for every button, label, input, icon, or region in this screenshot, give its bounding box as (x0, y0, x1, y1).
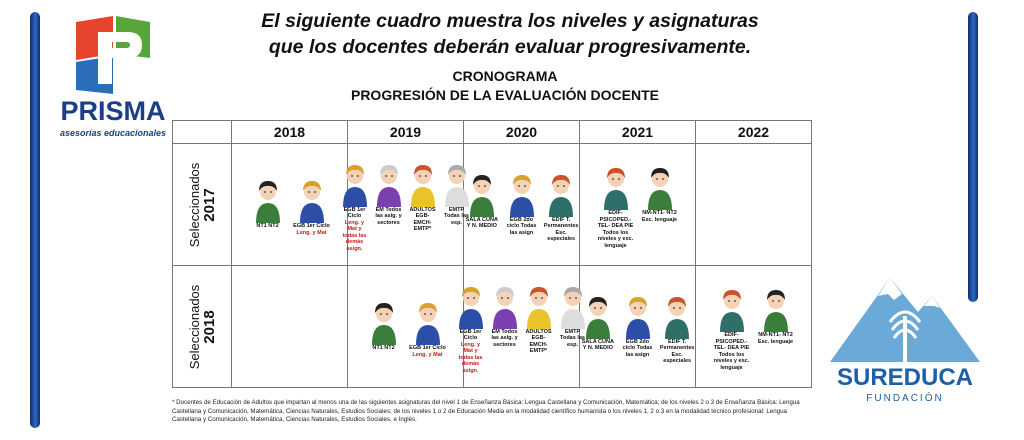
teacher-icon (253, 177, 283, 223)
teacher-figure (364, 299, 404, 352)
teacher-figure-group (232, 173, 347, 236)
teacher-level-label (543, 217, 579, 243)
level-text: ADULTOS EGB- EMCH- EMTP* (409, 206, 436, 233)
teacher-level-label (374, 207, 404, 227)
level-text: EDIF- PSICOPED.- TEL- DEA PIE Todos los niveles y esc. lenguaje (597, 210, 634, 249)
prisma-tagline: asesorías educacionales (59, 128, 167, 138)
teacher-figure (408, 161, 438, 233)
teacher-figure-group (696, 203, 811, 207)
teacher-level-label (712, 332, 752, 371)
year-header: 2022 (696, 121, 812, 144)
schedule-cell (464, 144, 580, 266)
teacher-figure-group (696, 282, 811, 371)
headline-line-2: que los docentes deberán evaluar progresivamente. (268, 36, 752, 58)
mountain-tree-icon (820, 272, 990, 364)
level-text: EMTP Todas las esp. (444, 206, 469, 226)
subject-note: Leng. y Mat y todas las demás asign. (342, 219, 367, 252)
level-text: EDIF T. Permanentes Esc. especiales (659, 338, 695, 364)
teacher-icon (583, 293, 613, 339)
teacher-icon (761, 286, 791, 332)
footnote: * Docentes de Educación de Adultos que impartan al menos una de las siguientes asignaturas del nivel 1 de Enseñanza Básica: Lengua Castellana y Comunicación, Matemática; de los niveles 2 o 3 de Enseñanza Básica: Lengua Castellana y Comunicación, Matemática, Ciencias Naturales, Estudios Sociales; de los niveles 1 o 2 de Educación Media en la modalidad científico humanista o los niveles 1, 2 o 3 en la modalidad técnico profesional: Lengua Castellana y Comunicación, Matemática, Ciencias Naturales, Estudios Sociales, e Inglés. (172, 399, 800, 424)
schedule-cell (696, 266, 812, 388)
cohort-label (187, 162, 217, 247)
schedule-cell (458, 266, 585, 388)
cohort-label-cell (173, 266, 232, 388)
subject-note: Leng. y Mat (296, 229, 327, 236)
prisma-logo (58, 14, 168, 154)
teacher-level-label (464, 217, 500, 230)
teacher-figure (712, 286, 752, 371)
teacher-level-label (372, 345, 394, 352)
cohort-label (187, 284, 217, 369)
teacher-figure (340, 161, 370, 253)
prisma-mark-icon (58, 14, 168, 98)
teacher-figure (248, 177, 288, 230)
sureduca-logo (820, 272, 990, 412)
level-text: EGB 2do ciclo Todas las asign (506, 216, 537, 236)
level-text: ADULTOS EGB- EMCH- EMTP* (525, 328, 552, 355)
level-text: NM-NT1- NT2 Esc. lenguaje (757, 332, 794, 345)
teacher-figure-group (464, 167, 579, 243)
level-text: SALA CUNA Y N. MEDIO (465, 216, 498, 229)
teacher-figure (408, 299, 448, 358)
sureduca-wordmark: SUREDUCA (836, 364, 973, 391)
schedule-title (250, 67, 760, 105)
teacher-figure-group (342, 157, 469, 253)
teacher-level-label (293, 223, 330, 236)
teacher-figure (756, 286, 796, 345)
teacher-icon (456, 283, 486, 329)
teacher-icon (340, 161, 370, 207)
year-header: 2018 (232, 121, 348, 144)
teacher-figure (504, 171, 540, 237)
page-headline (190, 8, 830, 60)
teacher-level-label (620, 339, 656, 359)
schedule-title-line-1: CRONOGRAMA (452, 68, 558, 84)
level-text: EGB 1er Ciclo (409, 345, 446, 351)
teacher-figure (640, 164, 680, 223)
teacher-level-label (409, 345, 446, 358)
teacher-level-label (659, 339, 695, 365)
cohort-label-year: 2017 (201, 187, 218, 222)
teacher-level-label (580, 339, 616, 352)
teacher-figure-group (232, 325, 347, 329)
teacher-level-label (524, 329, 554, 355)
left-decor-bar (30, 12, 40, 428)
schedule-cell (348, 266, 464, 388)
subject-note: Leng. y Mat (412, 351, 443, 358)
corner-cell (173, 121, 232, 144)
teacher-icon (601, 164, 631, 210)
teacher-icon (524, 283, 554, 329)
teacher-figure (374, 161, 404, 227)
level-text: EM Todos las asig. y sectores (491, 328, 518, 348)
headline-line-1: El siguiente cuadro muestra los niveles y asignaturas (261, 10, 759, 32)
teacher-icon (369, 299, 399, 345)
teacher-figure (524, 283, 554, 355)
level-text: EGB 2do ciclo Todas las asign (622, 338, 653, 358)
teacher-icon (623, 293, 653, 339)
teacher-figure (456, 283, 486, 375)
schedule-cell (342, 144, 469, 266)
level-text: EM Todos las asig. y sectores (375, 206, 402, 226)
teacher-figure (292, 177, 332, 236)
teacher-level-label (456, 329, 486, 375)
schedule-cell (232, 144, 348, 266)
teacher-figure (543, 171, 579, 243)
cohort-label-text: Seleccionados (187, 162, 202, 247)
schedule-title-line-2: PROGRESIÓN DE LA EVALUACIÓN DOCENTE (350, 87, 660, 103)
cohort-label-cell (173, 144, 232, 266)
teacher-level-label (640, 210, 680, 223)
year-header-row (173, 121, 812, 144)
teacher-figure (490, 283, 520, 349)
teacher-level-label (340, 207, 370, 253)
teacher-icon (717, 286, 747, 332)
schedule-cell (696, 144, 812, 266)
teacher-figure (596, 164, 636, 249)
teacher-figure (620, 293, 656, 359)
teacher-icon (645, 164, 675, 210)
teacher-figure (464, 171, 500, 230)
teacher-level-label (504, 217, 540, 237)
schedule-cell (580, 266, 696, 388)
teacher-icon (413, 299, 443, 345)
level-text: EDIF- PSICOPED.- TEL- DEA PIE Todos los niveles y esc. lenguaje (713, 332, 750, 371)
schedule-cell (580, 144, 696, 266)
teacher-level-label (756, 332, 796, 345)
level-text: NT1 NT2 (256, 223, 279, 229)
teacher-figure (659, 293, 695, 365)
prisma-wordmark: PRISMA (60, 96, 166, 126)
level-text: SALA CUNA Y N. MEDIO (581, 338, 614, 351)
teacher-level-label (596, 210, 636, 249)
cohort-label-year: 2018 (201, 309, 218, 344)
year-header: 2019 (348, 121, 464, 144)
teacher-icon (490, 283, 520, 329)
level-text: EGB 1er Ciclo (293, 223, 330, 229)
level-text: NT1 NT2 (372, 345, 395, 351)
teacher-figure (580, 293, 616, 352)
teacher-figure-group (458, 279, 585, 375)
teacher-figure-group (580, 160, 695, 249)
level-text: EMTP Todas las esp. (560, 328, 585, 348)
teacher-figure-group (348, 295, 463, 358)
level-text: EGB 1er Ciclo (343, 206, 366, 220)
teacher-level-label (256, 223, 278, 230)
right-decor-bar (968, 12, 978, 302)
year-header: 2021 (580, 121, 696, 144)
teacher-figure-group (580, 289, 695, 365)
year-header: 2020 (464, 121, 580, 144)
sureduca-tagline: FUNDACIÓN (866, 393, 944, 404)
cohort-row (173, 144, 812, 266)
teacher-icon (507, 171, 537, 217)
level-text: EDIF T. Permanentes Esc. especiales (543, 216, 579, 242)
teacher-icon (546, 171, 576, 217)
evaluation-schedule-table (172, 120, 812, 388)
cohort-row (173, 266, 812, 388)
teacher-level-label (408, 207, 438, 233)
subject-note: Leng. y Mat y todas las demás asign. (458, 341, 483, 374)
teacher-icon (297, 177, 327, 223)
teacher-level-label (490, 329, 520, 349)
level-text: NM-NT1- NT2 Esc. lenguaje (641, 210, 678, 223)
level-text: EGB 1er Ciclo (459, 328, 482, 342)
teacher-icon (408, 161, 438, 207)
teacher-icon (467, 171, 497, 217)
cohort-label-text: Seleccionados (187, 284, 202, 369)
schedule-cell (232, 266, 348, 388)
teacher-icon (374, 161, 404, 207)
teacher-icon (662, 293, 692, 339)
